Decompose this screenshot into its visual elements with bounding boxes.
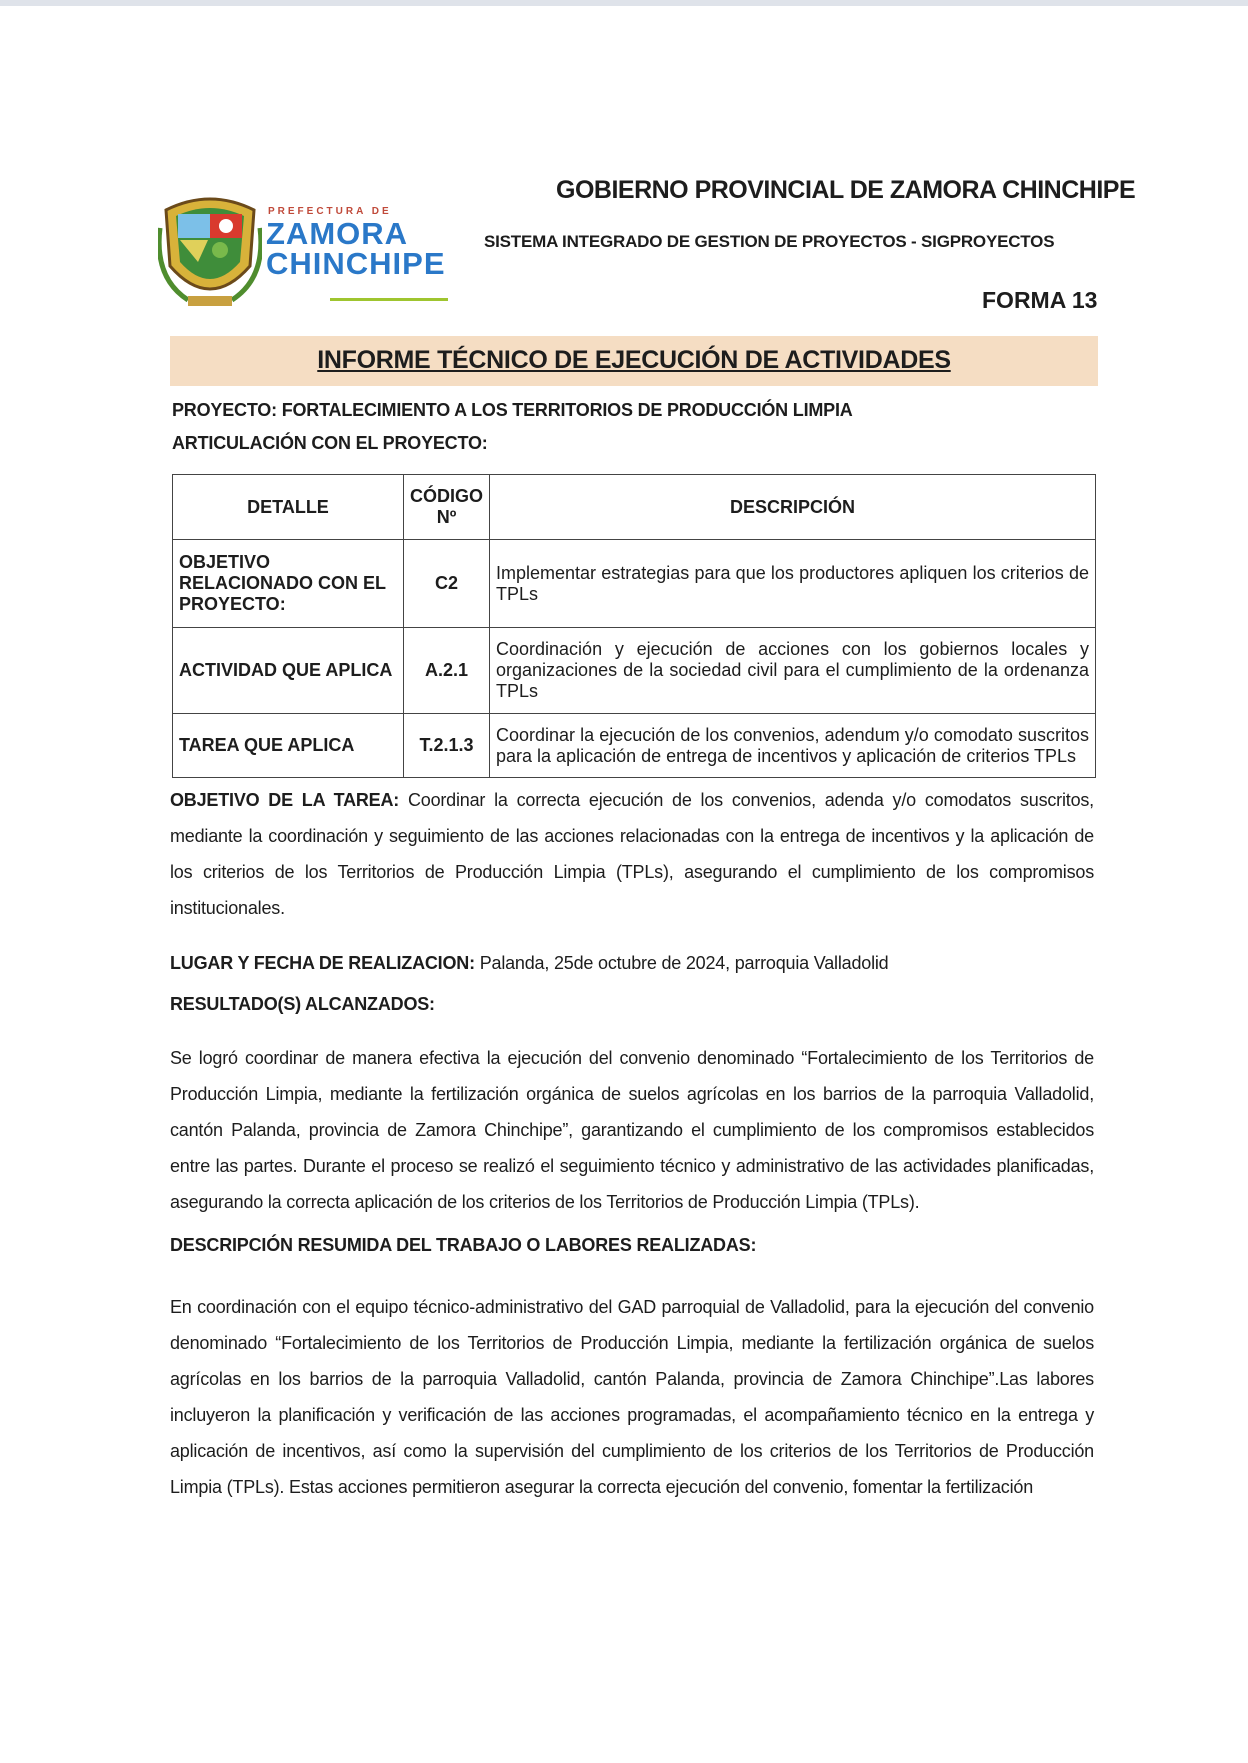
task-objective-text: Coordinar la correcta ejecución de los convenios, adenda y/o comodatos suscritos, mediante la coordinación y seguimiento de las acciones relacionadas con la entrega de incentivos y la aplicación de los criterios de los Territorios de Producción Limpia (TPLs), asegurando el cumplimiento de los compromisos institucionales. <box>170 790 1094 918</box>
logo-name-line1: ZAMORA <box>266 216 409 251</box>
table-header-row <box>173 475 1096 540</box>
prefecture-logo <box>158 188 458 318</box>
logo-small-text: PREFECTURA DE <box>268 206 392 217</box>
results-text: Se logró coordinar de manera efectiva la ejecución del convenio denominado “Fortalecimiento de los Territorios de Producción Limpia, mediante la fertilización orgánica de suelos agrícolas en los barrios de la parroquia Valladolid, cantón Palanda, provincia de Zamora Chinchipe”, garantizando el cumplimiento de los compromisos establecidos entre las partes. Durante el proceso se realizó el seguimiento técnico y administrativo de las actividades planificadas, asegurando la correcta aplicación de los criterios de los Territorios de Producción Limpia (TPLs). <box>170 1048 1094 1212</box>
government-heading: GOBIERNO PROVINCIAL DE ZAMORA CHINCHIPE <box>556 176 1136 204</box>
title-band <box>170 336 1098 386</box>
work-description-text: En coordinación con el equipo técnico-administrativo del GAD parroquial de Valladolid, para la ejecución del convenio denominado “Fortalecimiento de los Territorios de Producción Limpia, mediante la fertilización orgánica de suelos agrícolas en los barrios de la parroquia Valladolid, cantón Palanda, provincia de Zamora Chinchipe”.Las labores incluyeron la planificación y verificación de las acciones programadas, el acompañamiento técnico en la entrega y aplicación de incentivos, así como la supervisión del cumplimiento de los criterios de los Territorios de Producción Limpia (TPLs). Estas acciones permitieron asegurar la correcta ejecución del convenio, fomentar la fertilización <box>170 1297 1094 1497</box>
project-value: FORTALECIMIENTO A LOS TERRITORIOS DE PRODUCCIÓN LIMPIA <box>281 400 853 420</box>
task-objective-label: OBJETIVO DE LA TAREA: <box>170 790 400 810</box>
row-code: A.2.1 <box>404 628 490 714</box>
place-date <box>170 945 1094 981</box>
coat-of-arms-icon <box>158 188 262 316</box>
table-row <box>173 714 1096 778</box>
logo-name-line2: CHINCHIPE <box>266 246 446 281</box>
row-description: Coordinación y ejecución de acciones con los gobiernos locales y organizaciones de la sociedad civil para el cumplimiento de la ordenanza TPLs <box>490 628 1096 714</box>
articulation-label: ARTICULACIÓN CON EL PROYECTO: <box>172 433 488 453</box>
report-title: INFORME TÉCNICO DE EJECUCIÓN DE ACTIVIDADES <box>317 346 951 374</box>
logo-underline <box>330 298 448 301</box>
row-detail: OBJETIVO RELACIONADO CON EL PROYECTO: <box>173 540 404 628</box>
place-date-text: Palanda, 25de octubre de 2024, parroquia Valladolid <box>479 953 889 973</box>
form-number: FORMA 13 <box>982 287 1098 313</box>
header-code: CÓDIGO Nº <box>404 475 490 540</box>
page-top-edge <box>0 0 1248 6</box>
row-code: C2 <box>404 540 490 628</box>
header-detail: DETALLE <box>173 475 404 540</box>
row-description: Implementar estrategias para que los productores apliquen los criterios de TPLs <box>490 540 1096 628</box>
row-description: Coordinar la ejecución de los convenios, adendum y/o comodato suscritos para la aplicación de entrega de incentivos y aplicación de criterios TPLs <box>490 714 1096 778</box>
row-detail: TAREA QUE APLICA <box>173 714 404 778</box>
work-description-heading: DESCRIPCIÓN RESUMIDA DEL TRABAJO O LABORES REALIZADAS: <box>170 1235 757 1255</box>
row-detail: ACTIVIDAD QUE APLICA <box>173 628 404 714</box>
project-label: PROYECTO: <box>172 400 277 420</box>
system-heading: SISTEMA INTEGRADO DE GESTION DE PROYECTOS - SIGPROYECTOS <box>484 232 1055 251</box>
results-heading: RESULTADO(S) ALCANZADOS: <box>170 994 435 1014</box>
header-description: DESCRIPCIÓN <box>490 475 1096 540</box>
table-row <box>173 628 1096 714</box>
row-code: T.2.1.3 <box>404 714 490 778</box>
task-objective <box>170 782 1094 926</box>
project-line <box>172 400 853 421</box>
place-date-label: LUGAR Y FECHA DE REALIZACION: <box>170 953 475 973</box>
table-row <box>173 540 1096 628</box>
articulation-table <box>172 474 1096 778</box>
